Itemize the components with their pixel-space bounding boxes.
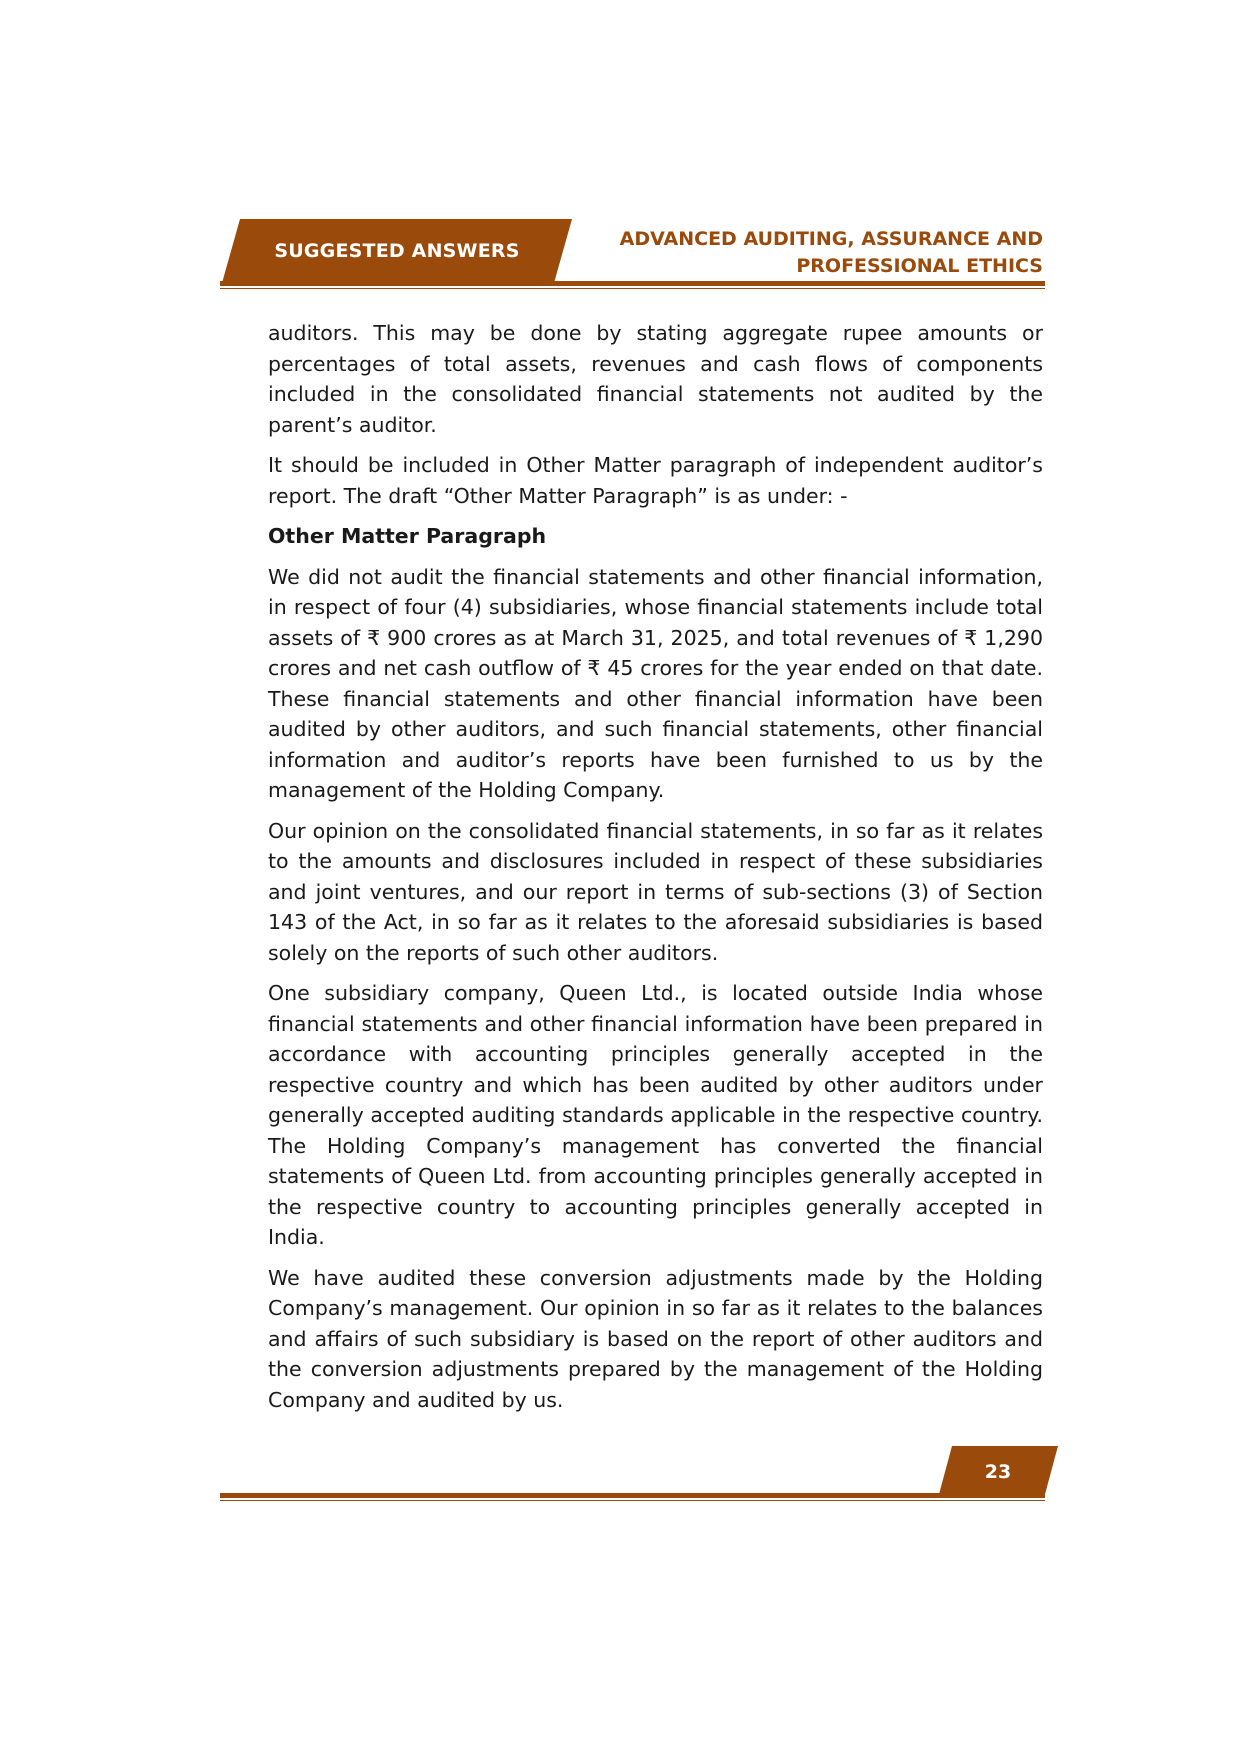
header-divider-thick xyxy=(220,281,1045,286)
page-body xyxy=(268,318,1043,1425)
header-subject-title xyxy=(620,226,1043,280)
section-heading: Other Matter Paragraph xyxy=(268,524,547,548)
header-divider-thin xyxy=(220,288,1045,289)
page-number: 23 xyxy=(984,1461,1012,1483)
body-paragraph-2: It should be included in Other Matter paragraph of independent auditor’s report. The draft “Other Matter Paragraph” is as under: - xyxy=(268,453,1043,508)
body-paragraph-1: auditors. This may be done by stating aggregate rupee amounts or percentages of total assets, revenues and cash flows of components included in the consolidated financial statements not audited by the parent’s auditor. xyxy=(268,321,1043,437)
footer-divider-thick xyxy=(220,1493,1045,1498)
body-paragraph-6: We have audited these conversion adjustments made by the Holding Company’s management. Our opinion in so far as it relates to the balances and affairs of such subsidiary is based on the report of other auditors and the conversion adjustments prepared by the management of the Holding Company and audited by us. xyxy=(268,1265,1043,1412)
footer-divider-thin xyxy=(220,1500,1045,1501)
header-subject-line2: PROFESSIONAL ETHICS xyxy=(796,255,1043,277)
header-subject-line1: ADVANCED AUDITING, ASSURANCE AND xyxy=(619,228,1043,250)
body-paragraph-3: We did not audit the financial statements and other financial information, in respect of four (4) subsidiaries, whose financial statements include total assets of ₹ 900 crores as at March 31, 2025, and total revenues of ₹ 1,290 crores and net cash outflow of ₹ 45 crores for the year ended on that date. These financial statements and other financial information have been audited by other auditors, and such financial statements, other financial information and auditor’s reports have been furnished to us by the management of the Holding Company. xyxy=(268,564,1043,802)
header-section-label: SUGGESTED ANSWERS xyxy=(274,240,520,262)
body-paragraph-4: Our opinion on the consolidated financial statements, in so far as it relates to the amounts and disclosures included in respect of these subsidiaries and joint ventures, and our report in terms of sub-sections (3) of Section 143 of the Act, in so far as it relates to the aforesaid subsidiaries is based solely on the reports of such other auditors. xyxy=(268,818,1043,965)
body-paragraph-5: One subsidiary company, Queen Ltd., is located outside India whose financial statements and other financial information have been prepared in accordance with accounting principles generally accepted in the respective country and which has been audited by other auditors under generally accepted auditing standards applicable in the respective country. The Holding Company’s management has converted the financial statements of Queen Ltd. from accounting principles generally accepted in the respective country to accounting principles generally accepted in India. xyxy=(268,981,1043,1249)
